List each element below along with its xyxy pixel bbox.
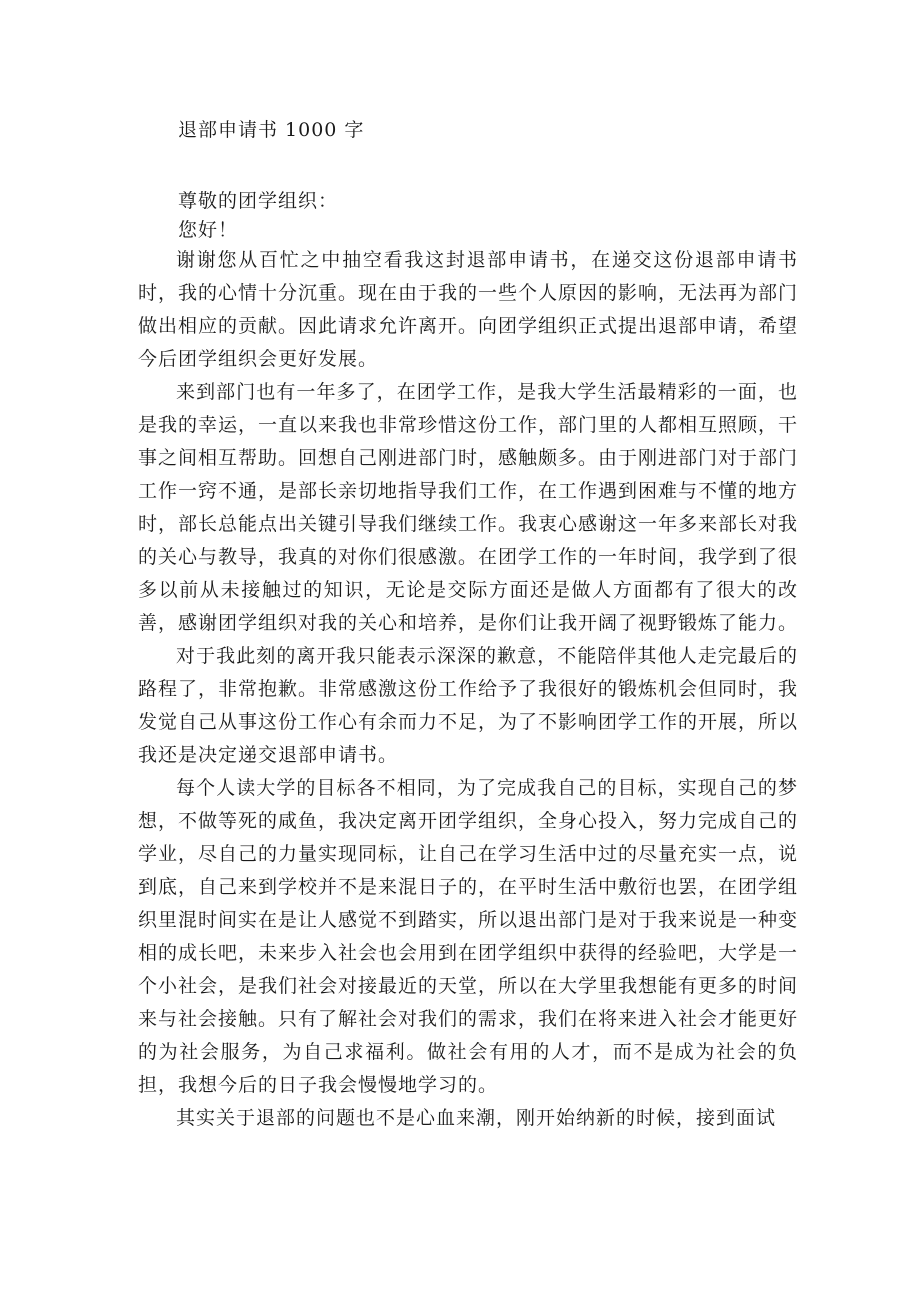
addressee-line: 尊敬的团学组织： [178, 190, 339, 212]
body-paragraph-4: 每个人读大学的目标各不相同，为了完成我自己的目标，实现自己的梦想，不做等死的咸鱼，我决定离开团学组织，全身心投入，努力完成自己的学业，尽自己的力量实现同标，让自己在学习生活中过的尽量充实一点，说到底，自己来到学校并不是来混日子的，在平时生活中敷衍也罢，在团学组织里混时间实在是让人感觉不到踏实，所以退出部门是对于我来说是一种变相的成长吧，未来步入社会也会用到在团学组织中获得的经验吧，大学是一个小社会，是我们社会对接最近的天堂，所以在大学里我想能有更多的时间来与社会接触。只有了解社会对我们的需求，我们在将来进入社会才能更好的为社会服务，为自己求福利。做社会有用的人才，而不是成为社会的负担，我想今后的日子我会慢慢地学习的。 [138, 777, 799, 1096]
body-paragraph-1: 谢谢您从百忙之中抽空看我这封退部申请书，在递交这份退部申请书时，我的心情十分沉重。现在由于我的一些个人原因的影响，无法再为部门做出相应的贡献。因此请求允许离开。向团学组织正式提出退部申请，希望今后团学组织会更好发展。 [138, 249, 799, 370]
letter-body [138, 244, 798, 1135]
body-paragraph-2: 来到部门也有一年多了，在团学工作，是我大学生活最精彩的一面，也是我的幸运，一直以来我也非常珍惜这份工作，部门里的人都相互照顾，干事之间相互帮助。回想自己刚进部门时，感触颇多。由于刚进部门对于部门工作一窍不通，是部长亲切地指导我们工作，在工作遇到困难与不懂的地方时，部长总能点出关键引导我们继续工作。我衷心感谢这一年多来部长对我的关心与教导，我真的对你们很感激。在团学工作的一年时间，我学到了很多以前从未接触过的知识，无论是交际方面还是做人方面都有了很大的改善，感谢团学组织对我的关心和培养，是你们让我开阔了视野锻炼了能力。 [138, 381, 799, 634]
document-title: 退部申请书 1000 字 [178, 119, 365, 141]
body-paragraph-3: 对于我此刻的离开我只能表示深深的歉意，不能陪伴其他人走完最后的路程了，非常抱歉。非常感激这份工作给予了我很好的锻炼机会但同时，我发觉自己从事这份工作心有余而力不足，为了不影响团学工作的开展，所以我还是决定递交退部申请书。 [138, 645, 799, 766]
body-paragraph-5: 其实关于退部的问题也不是心血来潮，刚开始纳新的时候，接到面试 [176, 1107, 777, 1129]
greeting-line: 您好！ [178, 219, 239, 241]
